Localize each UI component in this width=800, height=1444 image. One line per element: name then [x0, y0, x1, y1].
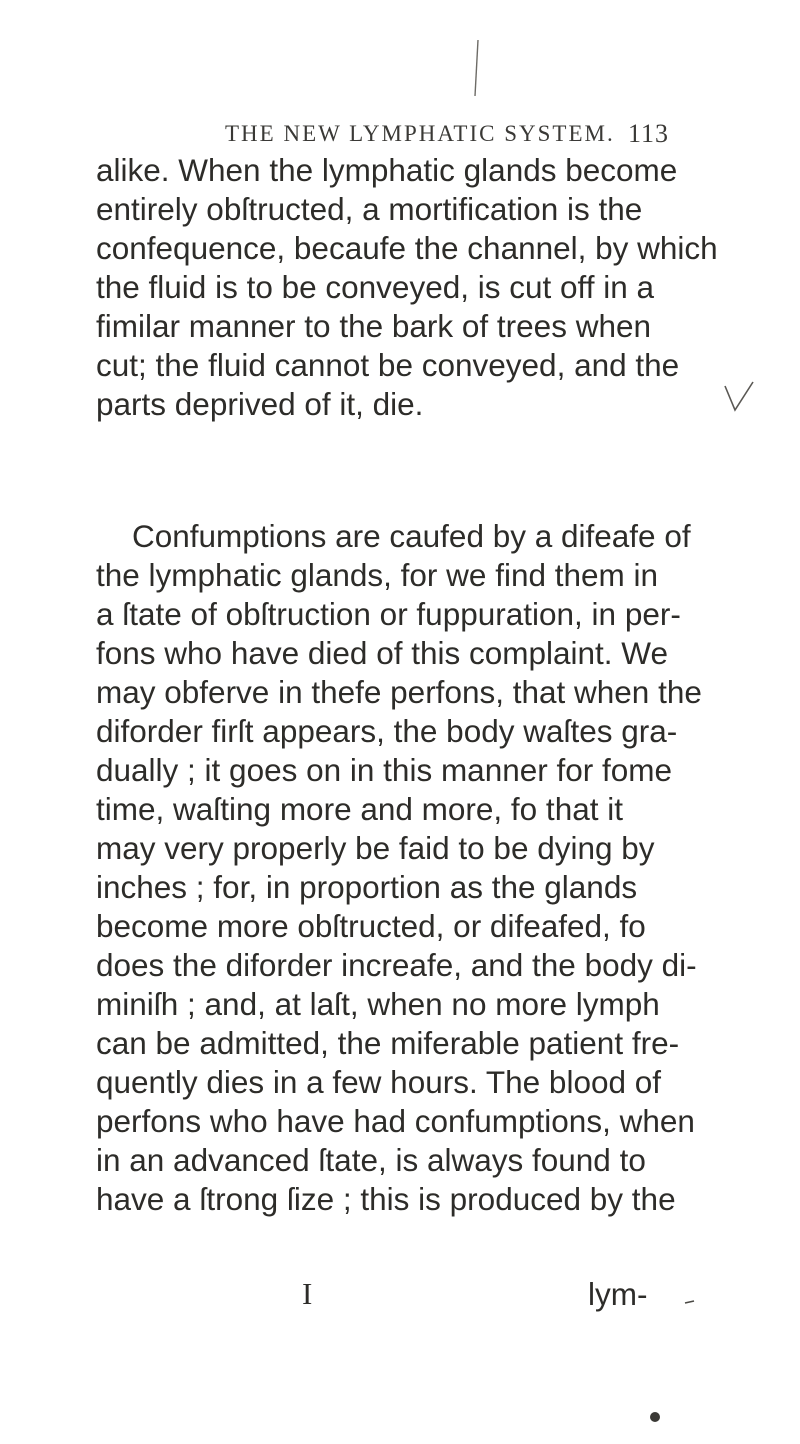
text-line: perfons who have had confumptions, when — [96, 1103, 695, 1139]
text-line: time, waſting more and more, fo that it — [96, 791, 623, 827]
text-line: cut; the fluid cannot be conveyed, and the — [96, 347, 680, 383]
text-line: entirely obſtructed, a mortification is the — [96, 191, 643, 227]
text-line: quently dies in a few hours. The blood of — [96, 1064, 662, 1100]
page-number: 113 — [628, 119, 670, 148]
text-line: inches ; for, in proportion as the glands — [96, 869, 638, 905]
text-line: parts deprived of it, die. — [96, 386, 424, 422]
text-line: diforder firſt appears, the body waſtes gra- — [96, 713, 678, 749]
text-line: the lymphatic glands, for we find them in — [96, 557, 659, 593]
text-line: fons who have died of this complaint. We — [96, 635, 668, 671]
text-line: does the diforder increafe, and the body di- — [96, 947, 697, 983]
text-line: dually ; it goes on in this manner for fome — [96, 752, 673, 788]
paragraph-first-line: Confumptions are caufed by a difeafe of — [132, 518, 691, 554]
text-line: may very properly be faid to be dying by — [96, 830, 655, 866]
text-line: the fluid is to be conveyed, is cut off in a — [96, 269, 655, 305]
dash-mark — [683, 1298, 697, 1308]
catchword: lym- — [588, 1276, 648, 1312]
text-line: become more obſtructed, or difeafed, fo — [96, 908, 646, 944]
text-line: a ſtate of obſtruction or fuppuration, in per- — [96, 596, 681, 632]
text-line: can be admitted, the miferable patient fre- — [96, 1025, 680, 1061]
text-line: in an advanced ſtate, is always found to — [96, 1142, 646, 1178]
signature-mark: I — [302, 1276, 313, 1311]
text-line: have a ſtrong ſize ; this is produced by the — [96, 1181, 676, 1217]
text-line: fimilar manner to the bark of trees when — [96, 308, 652, 344]
text-line: confequence, becaufe the channel, by which — [96, 230, 718, 266]
text-line: alike. When the lymphatic glands become — [96, 152, 678, 188]
running-title: THE NEW LYMPHATIC SYSTEM. — [225, 121, 615, 146]
ink-stroke-mark — [470, 38, 482, 98]
tick-mark — [722, 380, 756, 416]
ink-spot-mark — [648, 1410, 664, 1424]
text-line: may obferve in thefe perfons, that when the — [96, 674, 702, 710]
text-line: miniſh ; and, at laſt, when no more lymph — [96, 986, 660, 1022]
